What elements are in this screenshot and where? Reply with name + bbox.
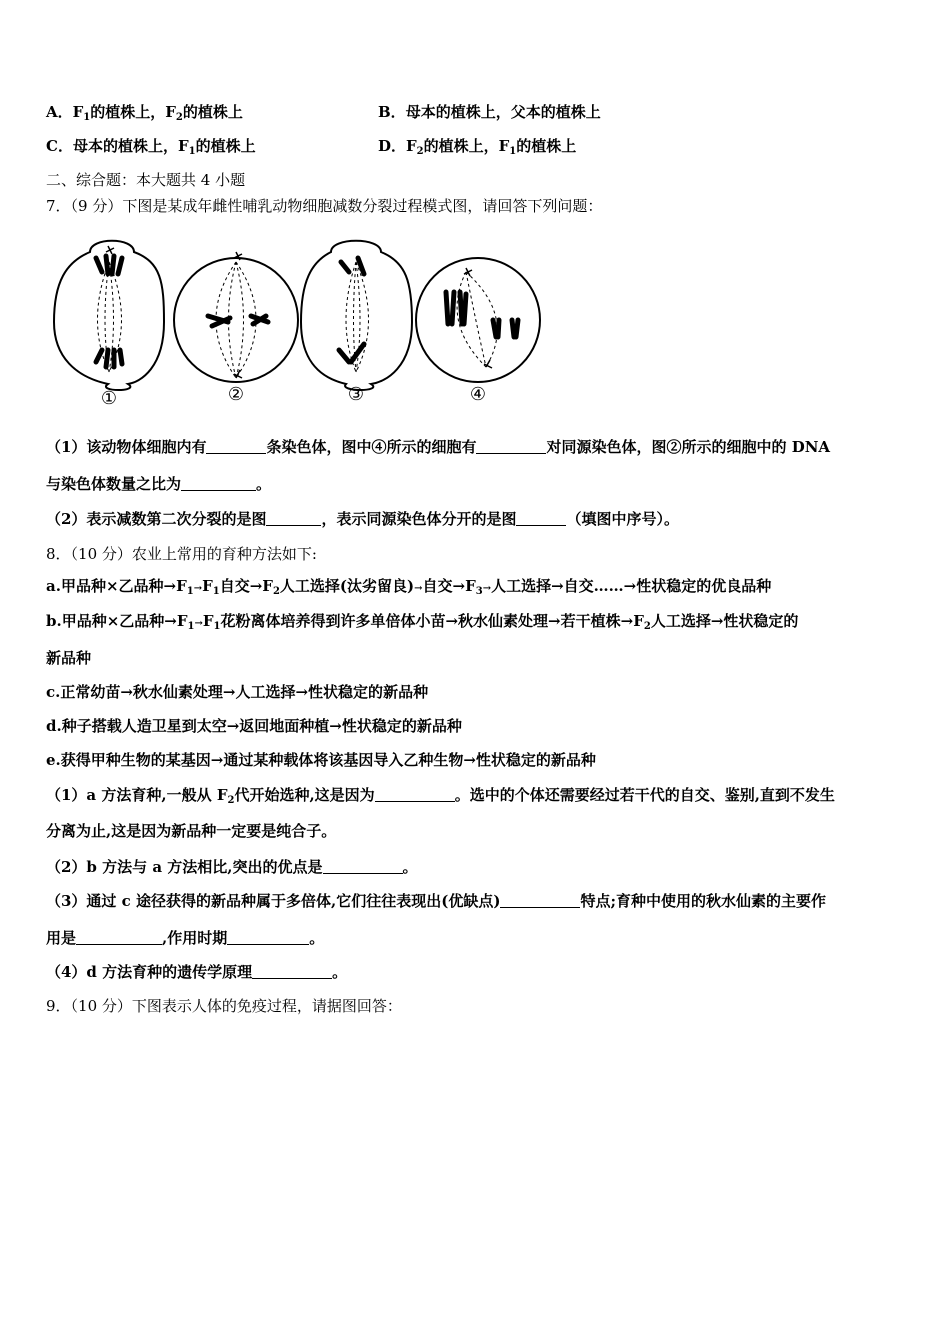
option-b: B．母本的植株上，父本的植株上 — [378, 103, 601, 121]
q7-sub2: （2）表示减数第二次分裂的是图 ，表示同源染色体分开的是图 （填图中序号）。 — [46, 510, 679, 528]
cell-2-outline — [174, 258, 298, 382]
q8-sub2: （2）b 方法与 a 方法相比,突出的优点是 。 — [46, 858, 418, 876]
section-title: 二、综合题：本大题共 4 小题 — [46, 171, 246, 189]
q9-stem: 9．（10 分）下图表示人体的免疫过程，请据图回答： — [46, 997, 402, 1015]
figure-label-3: ③ — [347, 384, 365, 405]
option-c: C．母本的植株上，$F_1$的植株上 — [46, 137, 256, 157]
q7-stem: 7．（9 分）下图是某成年雌性哺乳动物细胞减数分裂过程模式图，请回答下列问题： — [46, 197, 603, 215]
method-b-cont: 新品种 — [46, 649, 92, 667]
q8-sub3-cont: 用是 ,作用时期 。 — [46, 929, 325, 947]
meiosis-figure — [46, 232, 546, 407]
method-c: c.正常幼苗→秋水仙素处理→人工选择→性状稳定的新品种 — [46, 683, 429, 701]
q8-sub3: （3）通过 c 途径获得的新品种属于多倍体,它们往往表现出(优缺点) 特点;育种中使用的秋水仙素的主要作 — [46, 892, 826, 910]
figure-label-4: ④ — [469, 384, 487, 405]
figure-label-2: ② — [227, 384, 245, 405]
figure-label-1: ① — [100, 388, 118, 407]
option-a: A．$F_1$的植株上，$F_2$的植株上 — [46, 103, 243, 123]
option-d: D．$F_2$的植株上，$F_1$的植株上 — [378, 137, 577, 157]
q8-sub1: （1）a 方法育种,一般从 $F_2$代开始选种,这是因为 。选中的个体还需要经过若干代的自交、鉴别,直到不发生 — [46, 786, 835, 806]
method-e: e.获得甲种生物的某基因→通过某种载体将该基因导入乙种生物→性状稳定的新品种 — [46, 751, 596, 769]
method-d: d.种子搭载人造卫星到太空→返回地面种植→性状稳定的新品种 — [46, 717, 462, 735]
q8-stem: 8．（10 分）农业上常用的育种方法如下: — [46, 545, 317, 563]
method-b: b.甲品种×乙品种$\to F_1\to F_1$花粉离体培养得到许多单倍体小苗→秋水仙素处理→若干植株$\to F_2$人工选择→性状稳定的 — [46, 612, 799, 632]
q8-sub1-cont: 分离为止,这是因为新品种一定要是纯合子。 — [46, 822, 337, 840]
q7-sub1-cont: 与染色体数量之比为 。 — [46, 475, 272, 493]
method-a: a.甲品种×乙品种$\to F_1\to F_1$自交$\to F_2$人工选择(汰劣留良)→自交$\to F_3\to$人工选择→自交……→性状稳定的优良品种 — [46, 577, 772, 597]
q8-sub4: （4）d 方法育种的遗传学原理 。 — [46, 963, 348, 981]
q7-sub1: （1）该动物体细胞内有 条染色体，图中④所示的细胞有 对同源染色体，图②所示的细胞中的 DNA — [46, 438, 831, 456]
cell-4-outline — [416, 258, 540, 382]
